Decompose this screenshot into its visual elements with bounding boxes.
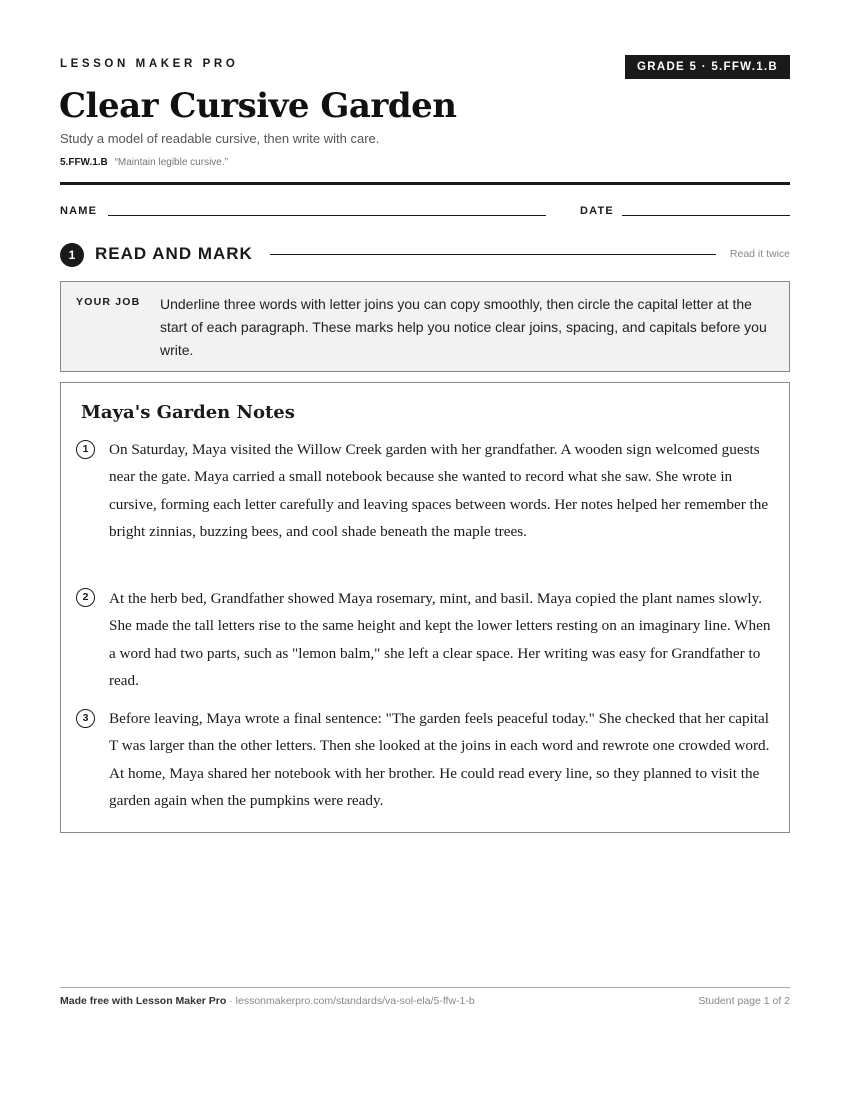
paragraph-2: At the herb bed, Grandfather showed Maya rosemary, mint, and basil. Maya copied the plant names slowly. She made the tall letters rise to the same height and kept the lower letters resting on an imaginary line. When a word had two parts, such as "lemon balm," she left a clear space. Her writing was easy for Grandfather to read. bbox=[109, 590, 771, 689]
job-box bbox=[60, 281, 790, 372]
section-note: Read it twice bbox=[729, 248, 790, 260]
brand-name: LESSON MAKER PRO bbox=[60, 58, 239, 70]
paragraph-number-3: 3 bbox=[76, 709, 95, 728]
footer-divider bbox=[60, 987, 790, 988]
paragraph-1: On Saturday, Maya visited the Willow Creek garden with her grandfather. A wooden sign welcomed guests near the gate. Maya carried a small notebook because she wanted to record what she saw. She wrote in cursive, forming each letter carefully and leaving spaces between words. Her notes helped her remember the bright zinnias, buzzing bees, and cool shade beneath the maple trees. bbox=[109, 441, 769, 540]
footer-made-with: Made free with Lesson Maker Pro bbox=[60, 995, 227, 1007]
standard-code: 5.FFW.1.B bbox=[60, 157, 108, 168]
name-field[interactable] bbox=[108, 215, 546, 216]
date-label: DATE bbox=[580, 205, 614, 217]
paragraph-number-2: 2 bbox=[76, 588, 95, 607]
footer-page-number: Student page 1 of 2 bbox=[698, 995, 790, 1007]
job-label: YOUR JOB bbox=[76, 296, 141, 308]
paragraph-number-1: 1 bbox=[76, 440, 95, 459]
paragraph-3: Before leaving, Maya wrote a final sentence: "The garden feels peaceful today." She checked that her capital T was larger than the other letters. Then she looked at the joins in each word and rewrote one crowded word. At home, Maya shared her notebook with her brother. He could read every line, so they planned to visit the garden again when the pumpkins were ready. bbox=[109, 710, 770, 809]
name-label: NAME bbox=[60, 205, 98, 217]
passage-title: Maya's Garden Notes bbox=[81, 402, 295, 423]
reading-passage bbox=[60, 382, 790, 833]
standard-line bbox=[60, 157, 228, 168]
section-number: 1 bbox=[60, 243, 84, 267]
footer-credit bbox=[60, 995, 475, 1007]
date-field[interactable] bbox=[622, 215, 790, 216]
section-divider bbox=[270, 254, 716, 255]
page-title: Clear Cursive Garden bbox=[59, 86, 457, 126]
page-subtitle: Study a model of readable cursive, then write with care. bbox=[60, 131, 380, 146]
standard-quote: “Maintain legible cursive.” bbox=[114, 157, 228, 168]
footer-url: · lessonmakerpro.com/standards/va-sol-ela/5-ffw-1-b bbox=[229, 995, 475, 1007]
section-title: READ AND MARK bbox=[95, 244, 253, 263]
job-instructions: Underline three words with letter joins you can copy smoothly, then circle the capital letter at the start of each paragraph. These marks help you notice clear joins, spacing, and capitals before you write. bbox=[160, 296, 767, 358]
grade-badge: GRADE 5 · 5.FFW.1.B bbox=[625, 55, 790, 79]
header-divider bbox=[60, 182, 790, 185]
